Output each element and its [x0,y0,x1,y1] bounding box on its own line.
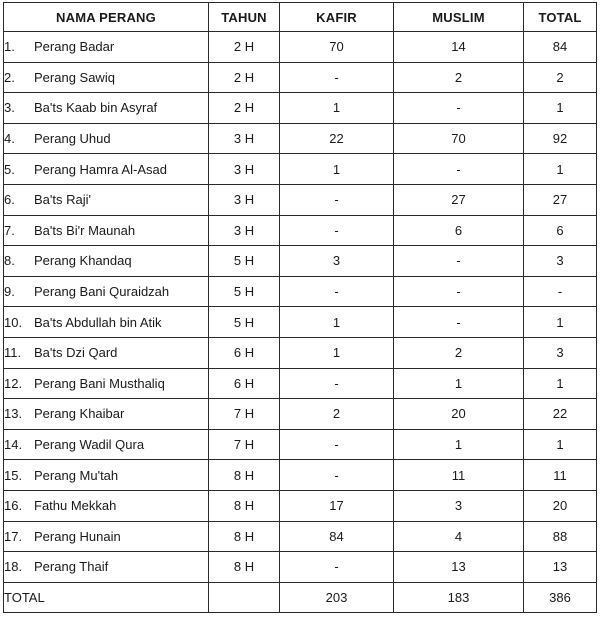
table-row [4,246,597,277]
muslim-cell: 20 [394,399,524,430]
muslim-cell: - [394,93,524,124]
war-name: Perang Khaibar [34,406,125,422]
total-cell: 1 [524,307,597,338]
total-cell: 92 [524,123,597,154]
muslim-cell: 13 [394,552,524,583]
table-row [4,368,597,399]
war-name-cell [4,337,209,368]
muslim-cell: - [394,154,524,185]
war-name: Perang Mu'tah [34,467,119,483]
header-kafir: KAFIR [280,3,394,32]
table-row [4,123,597,154]
war-name-cell [4,521,209,552]
kafir-cell: 1 [280,307,394,338]
kafir-cell: 22 [280,123,394,154]
war-name-cell [4,93,209,124]
war-name: Ba'ts Dzi Qard [34,345,118,361]
muslim-cell: 1 [394,368,524,399]
war-name: Perang Bani Quraidzah [34,284,170,300]
year-cell: 8 H [209,521,280,552]
table-row [4,521,597,552]
war-name: Perang Wadil Qura [34,437,145,453]
total-year [209,582,280,613]
kafir-cell: 3 [280,246,394,277]
header-year: TAHUN [209,3,280,32]
war-name: Perang Bani Musthaliq [34,375,165,391]
total-cell: 11 [524,460,597,491]
year-cell: 3 H [209,154,280,185]
year-cell: 8 H [209,490,280,521]
table-row [4,337,597,368]
war-name: Perang Sawiq [34,69,115,85]
row-number: 10. [4,314,23,330]
row-number: 6. [4,192,15,208]
total-cell: 1 [524,93,597,124]
war-name-cell [4,429,209,460]
year-cell: 6 H [209,368,280,399]
kafir-cell: - [280,184,394,215]
total-cell: 13 [524,552,597,583]
kafir-cell: 2 [280,399,394,430]
year-cell: 3 H [209,123,280,154]
total-cell: 1 [524,154,597,185]
war-name: Perang Hunain [34,528,121,544]
year-cell: 8 H [209,460,280,491]
war-name-cell [4,215,209,246]
war-name-cell [4,184,209,215]
table-row [4,62,597,93]
total-kafir: 203 [280,582,394,613]
kafir-cell: 1 [280,93,394,124]
muslim-cell: 6 [394,215,524,246]
row-number: 8. [4,253,15,269]
year-cell: 5 H [209,307,280,338]
table-body [4,32,597,583]
kafir-cell: - [280,368,394,399]
war-name-cell [4,123,209,154]
row-number: 2. [4,69,15,85]
war-name-cell [4,460,209,491]
year-cell: 3 H [209,215,280,246]
year-cell: 2 H [209,62,280,93]
muslim-cell: 2 [394,337,524,368]
kafir-cell: - [280,62,394,93]
muslim-cell: 3 [394,490,524,521]
total-muslim: 183 [394,582,524,613]
war-name-cell [4,490,209,521]
row-number: 5. [4,161,15,177]
muslim-cell: 1 [394,429,524,460]
war-name-cell [4,552,209,583]
kafir-cell: - [280,429,394,460]
year-cell: 5 H [209,246,280,277]
row-number: 7. [4,222,15,238]
header-muslim: MUSLIM [394,3,524,32]
casualty-table [3,2,597,613]
muslim-cell: 2 [394,62,524,93]
table-row [4,215,597,246]
muslim-cell: 27 [394,184,524,215]
row-number: 9. [4,284,15,300]
war-name-cell [4,399,209,430]
row-number: 17. [4,528,23,544]
war-name: Ba'ts Kaab bin Asyraf [34,100,158,116]
total-total: 386 [524,582,597,613]
war-name-cell [4,276,209,307]
table-row [4,490,597,521]
kafir-cell: 84 [280,521,394,552]
total-cell: 3 [524,337,597,368]
kafir-cell: 1 [280,337,394,368]
kafir-cell: - [280,276,394,307]
war-name-cell [4,246,209,277]
muslim-cell: 14 [394,32,524,63]
table-row [4,93,597,124]
kafir-cell: - [280,460,394,491]
total-cell: 27 [524,184,597,215]
table-row [4,184,597,215]
row-number: 13. [4,406,23,422]
war-name-cell [4,307,209,338]
total-cell: 1 [524,429,597,460]
header-total: TOTAL [524,3,597,32]
row-number: 18. [4,559,23,575]
table-row [4,32,597,63]
total-cell: 22 [524,399,597,430]
kafir-cell: - [280,552,394,583]
total-cell: 1 [524,368,597,399]
kafir-cell: - [280,215,394,246]
year-cell: 5 H [209,276,280,307]
total-cell: 2 [524,62,597,93]
total-cell: 6 [524,215,597,246]
table-row [4,154,597,185]
row-number: 15. [4,467,23,483]
war-name: Perang Badar [34,39,115,55]
war-name-cell [4,32,209,63]
table-row [4,460,597,491]
war-name: Perang Hamra Al-Asad [34,161,167,177]
table-row [4,399,597,430]
year-cell: 3 H [209,184,280,215]
total-cell: - [524,276,597,307]
row-number: 3. [4,100,15,116]
table-header [4,3,597,32]
muslim-cell: 4 [394,521,524,552]
total-cell: 3 [524,246,597,277]
war-name: Perang Khandaq [34,253,132,269]
war-name: Perang Thaif [34,559,109,575]
year-cell: 6 H [209,337,280,368]
year-cell: 2 H [209,32,280,63]
table-footer [4,582,597,613]
row-number: 1. [4,39,15,55]
table-row [4,429,597,460]
war-name-cell [4,62,209,93]
row-number: 16. [4,498,23,514]
year-cell: 7 H [209,399,280,430]
war-name-cell [4,154,209,185]
total-cell: 88 [524,521,597,552]
total-label: TOTAL [4,582,209,613]
year-cell: 8 H [209,552,280,583]
header-war-name: NAMA PERANG [4,3,209,32]
row-number: 12. [4,375,23,391]
war-name: Ba'ts Abdullah bin Atik [34,314,162,330]
table-row [4,307,597,338]
total-cell: 84 [524,32,597,63]
kafir-cell: 1 [280,154,394,185]
war-name: Ba'ts Bi'r Maunah [34,222,136,238]
total-row [4,582,597,613]
row-number: 4. [4,131,15,147]
kafir-cell: 17 [280,490,394,521]
year-cell: 2 H [209,93,280,124]
muslim-cell: - [394,307,524,338]
war-name: Fathu Mekkah [34,498,117,514]
year-cell: 7 H [209,429,280,460]
kafir-cell: 70 [280,32,394,63]
row-number: 11. [4,345,22,361]
muslim-cell: 11 [394,460,524,491]
total-cell: 20 [524,490,597,521]
muslim-cell: 70 [394,123,524,154]
war-name: Ba'ts Raji' [34,192,91,208]
row-number: 14. [4,437,23,453]
war-name-cell [4,368,209,399]
table-row [4,552,597,583]
header-row [4,3,597,32]
muslim-cell: - [394,276,524,307]
muslim-cell: - [394,246,524,277]
table-row [4,276,597,307]
war-name: Perang Uhud [34,131,111,147]
